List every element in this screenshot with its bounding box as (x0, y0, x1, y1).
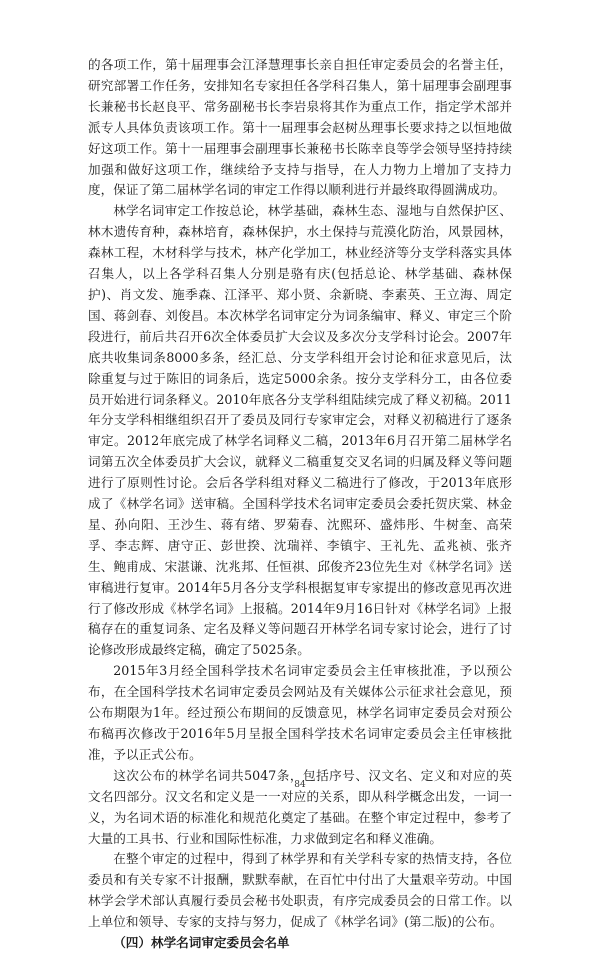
paragraph-term-count: 这次公布的林学名词共5047条，包括序号、汉文名、定义和对应的英文名四部分。汉文名和定义是一一对应的关系，即从科学概念出发，一词一义，为名词术语的标准化和规范化奠定了基础。在整个审定过程中，参考了大量的工具书、行业和国际性标准，力求做到定名和释义准确。 (88, 767, 512, 846)
body-text (88, 55, 512, 954)
paragraph-review-process: 林学名词审定工作按总论，林学基础，森林生态、湿地与自然保护区、林木遗传育种，森林培育，森林保护，水土保持与荒漠化防治，风景园林，森林工程，木材科学与技术，林产化学加工，林业经济等分支学科落实具体召集人，以上各学科召集人分别是骆有庆(包括总论、林学基础、森林保护)、肖文发、施季森、江泽平、郑小贤、余新晓、李素英、王立海、周定国、蒋剑春、刘俊昌。本次林学名词审定分为词条编审、释义、审定三个阶段进行，前后共召开6次全体委员扩大会议及多次分支学科讨论会。2007年底共收集词条8000多条，经汇总、分支学科组开会讨论和征求意见后，汰除重复与过于陈旧的词条后，选定5000余条。按分支学科分工，由各位委员开始进行词条释义。2010年底各分支学科组陆续完成了释义初稿。2011年分支学科相继组织召开了委员及同行专家审定会，对释义初稿进行了逐条审定。2012年底完成了林学名词释义二稿，2013年6月召开第二届林学名词第五次全体委员扩大会议，就释义二稿重复交叉名词的归属及释义等问题进行了原则性讨论。会后各学科组对释义二稿进行了修改，于2013年底形成了《林学名词》送审稿。全国科学技术名词审定委员会委托贺庆棠、林金星、孙向阳、王沙生、蒋有绪、罗菊春、沈熙环、盛炜彤、牛树奎、高荣孚、李志辉、唐守正、彭世揆、沈瑞祥、李镇宇、王礼先、孟兆祯、张齐生、鲍甫成、宋湛谦、沈兆邦、任恒祺、邱俊齐23位先生对《林学名词》送审稿进行复审。2014年5月各分支学科根据复审专家提出的修改意见再次进行了修改形成《林学名词》上报稿。2014年9月16日针对《林学名词》上报稿存在的重复词条、定名及释义等问题召开林学名词专家讨论会，进行了讨论修改形成最终定稿，确定了5025条。 (88, 203, 512, 658)
paragraph-continued: 的各项工作，第十届理事会江泽慧理事长亲自担任审定委员会的名誉主任，研究部署工作任务，安排知名专家担任各学科召集人，第十届理事会副理事长兼秘书长赵良平、常务副秘书长李岩泉将其作为重点工作，指定学术部并派专人具体负责该项工作。第十一届理事会赵树丛理事长要求持之以恒地做好这项工作。第十一届理事会副理事长兼秘书长陈幸良等学会领导坚持持续加强和做好这项工作，继续给予支持与指导，在人力物力上增加了支持力度，保证了第二届林学名词的审定工作得以顺利进行并最终取得圆满成功。 (88, 57, 512, 198)
section-heading: （四）林学名词审定委员会名单 (113, 935, 290, 951)
paragraph-pre-publication: 2015年3月经全国科学技术名词审定委员会主任审核批准，予以预公布，在全国科学技术名词审定委员会网站及有关媒体公示征求社会意见，预公布期限为1年。经过预公布期间的反馈意见，林学名词审定委员会对预公布稿再次修改于2016年5月呈报全国科学技术名词审定委员会主任审核批准，予以正式公布。 (88, 663, 512, 762)
paragraph-acknowledgements: 在整个审定的过程中，得到了林学界和有关学科专家的热情支持，各位委员和有关专家不计报酬，默默奉献，在百忙中付出了大量艰辛劳动。中国林学会学术部认真履行委员会秘书处职责，有序完成委员会的日常工作。以上单位和领导、专家的支持与努力，促成了《林学名词》(第二版)的公布。 (88, 851, 512, 930)
page-number: 84 (294, 780, 306, 790)
